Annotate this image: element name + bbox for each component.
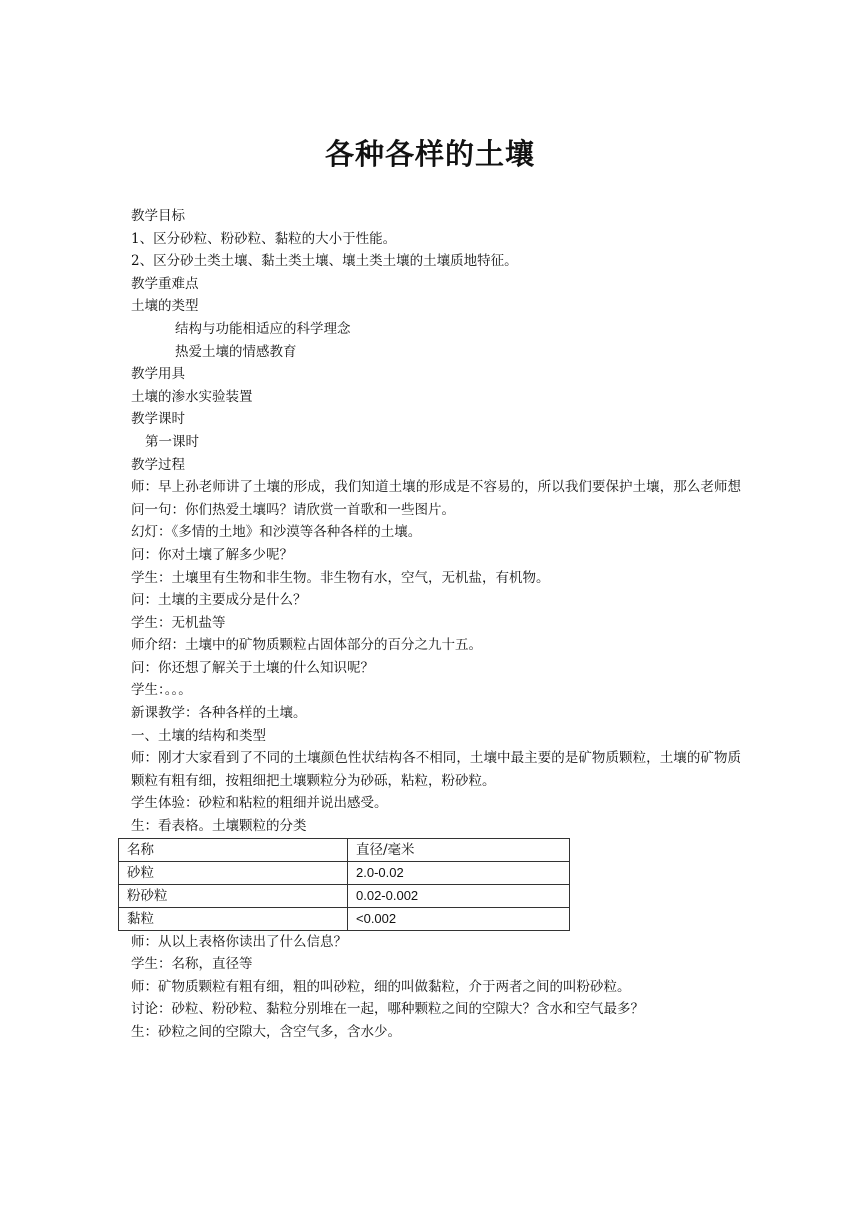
table-cell-diameter: 0.02-0.002 xyxy=(348,884,570,907)
table-cell-name: 粉砂粒 xyxy=(119,884,348,907)
paragraph-teacher-explain: 师介绍：土壤中的矿物质颗粒占固体部分的百分之九十五。 xyxy=(131,637,482,654)
section-heading-process: 教学过程 xyxy=(131,456,185,473)
table-cell-diameter: <0.002 xyxy=(348,907,570,930)
table-header-diameter: 直径/毫米 xyxy=(348,838,570,861)
table-row xyxy=(119,907,570,930)
paragraph-question-1: 问：你对土壤了解多少呢？ xyxy=(131,546,293,563)
table-cell-diameter: 2.0-0.02 xyxy=(348,861,570,884)
paragraph-answer-2: 学生：无机盐等 xyxy=(131,614,226,631)
paragraph-question-4: 师：从以上表格你读出了什么信息？ xyxy=(131,933,347,950)
section-heading-structure: 一、土壤的结构和类型 xyxy=(131,727,266,744)
paragraph-answer-3: 学生：。。。 xyxy=(131,682,192,699)
paragraph-new-lesson: 新课教学：各种各样的土壤。 xyxy=(131,705,307,722)
tool-item: 土壤的渗水实验装置 xyxy=(131,388,253,405)
paragraph-answer-5: 生：砂粒之间的空隙大，含空气多，含水少。 xyxy=(131,1024,401,1040)
paragraph-question-2: 问：土壤的主要成分是什么？ xyxy=(131,592,307,609)
paragraph-teacher-particles: 师：刚才大家看到了不同的土壤颜色性状结构各不相同，土壤中最主要的是矿物质颗粒，土壤的矿物质颗粒有粗有细，按粗细把土壤颗粒分为砂砾，粘粒，粉砂粒。 xyxy=(131,750,741,789)
table-header-name: 名称 xyxy=(119,838,348,861)
table-cell-name: 砂粒 xyxy=(119,861,348,884)
section-heading-goals: 教学目标 xyxy=(131,208,185,224)
paragraph-teacher-summary: 师：矿物质颗粒有粗有细，粗的叫砂粒，细的叫做黏粒，介于两者之间的叫粉砂粒。 xyxy=(131,978,631,995)
paragraph-answer-4: 学生：名称，直径等 xyxy=(131,956,253,973)
section-heading-key-points: 教学重难点 xyxy=(131,275,199,292)
key-point-love-soil: 热爱土壤的情感教育 xyxy=(175,343,297,360)
paragraph-answer-1: 学生：土壤里有生物和非生物。非生物有水，空气，无机盐，有机物。 xyxy=(131,569,550,586)
document-title: 各种各样的土壤 xyxy=(324,137,535,171)
table-header-row xyxy=(119,838,570,861)
table-row xyxy=(119,861,570,884)
paragraph-slides: 幻灯：《多情的土地》和沙漠等各种各样的土壤。 xyxy=(131,524,422,541)
key-point-structure-function: 结构与功能相适应的科学理念 xyxy=(175,320,351,337)
goal-item-2: 2、区分砂土类土壤、黏土类土壤、壤土类土壤的土壤质地特征。 xyxy=(131,253,518,270)
particle-classification-table xyxy=(118,838,570,931)
paragraph-discussion: 讨论：砂粒、粉砂粒、黏粒分别堆在一起，哪种颗粒之间的空隙大？含水和空气最多？ xyxy=(131,1001,644,1018)
table-cell-name: 黏粒 xyxy=(119,907,348,930)
document-body xyxy=(127,205,741,1044)
period-item: 第一课时 xyxy=(145,433,199,450)
key-point-soil-types: 土壤的类型 xyxy=(131,298,199,315)
paragraph-question-3: 问：你还想了解关于土壤的什么知识呢？ xyxy=(131,659,374,676)
paragraph-table-intro: 生：看表格。土壤颗粒的分类 xyxy=(131,818,307,835)
section-heading-periods: 教学课时 xyxy=(131,411,185,428)
paragraph-student-experience: 学生体验：砂粒和粘粒的粗细并说出感受。 xyxy=(131,795,388,812)
table-row xyxy=(119,884,570,907)
paragraph-teacher-intro: 师：早上孙老师讲了土壤的形成，我们知道土壤的形成是不容易的，所以我们要保护土壤，那么老师想问一句：你们热爱土壤吗？请欣赏一首歌和一些图片。 xyxy=(131,479,741,518)
section-heading-tools: 教学用具 xyxy=(131,366,185,383)
goal-item-1: 1、区分砂粒、粉砂粒、黏粒的大小于性能。 xyxy=(131,230,397,247)
